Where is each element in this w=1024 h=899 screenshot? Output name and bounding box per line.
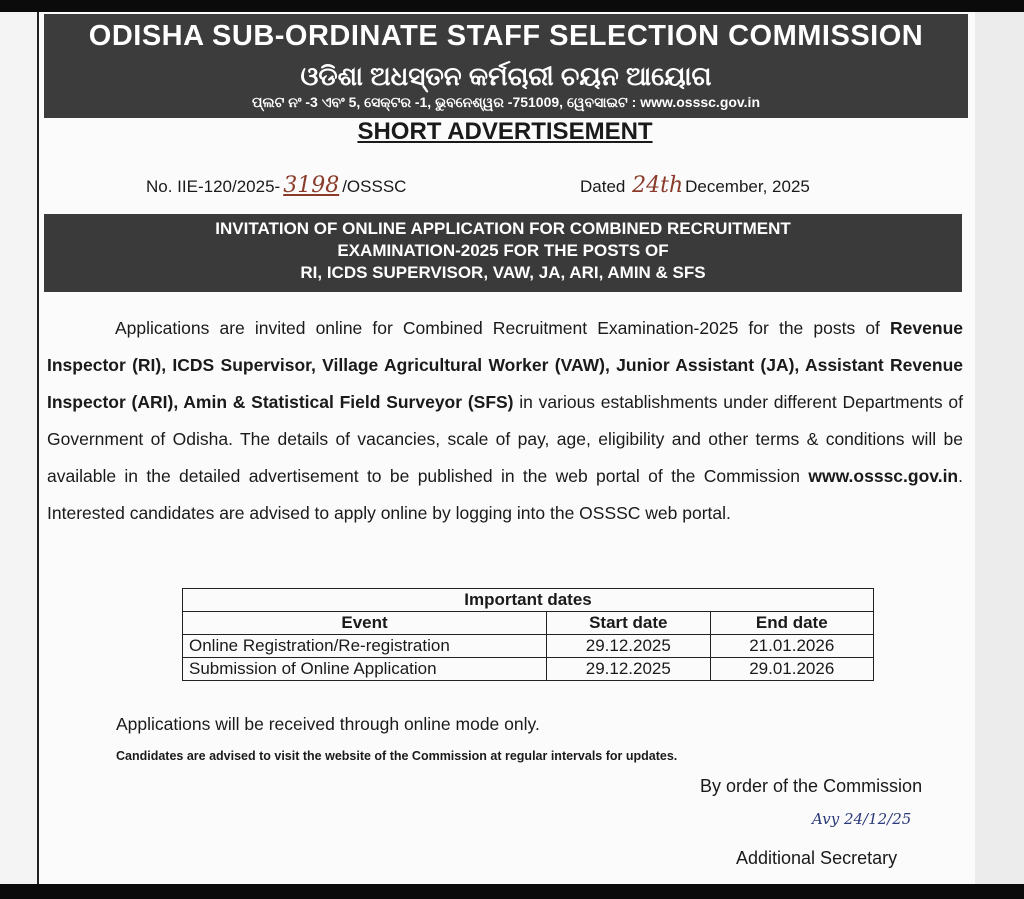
handwritten-reference-number: 3198 [283,173,340,198]
event-cell: Submission of Online Application [183,658,547,681]
dated-label: Dated [580,177,626,196]
invitation-banner [44,214,962,292]
invitation-line-3: RI, ICDS SUPERVISOR, VAW, JA, ARI, AMIN & SFS [300,263,706,282]
document-heading: SHORT ADVERTISEMENT [357,118,653,145]
handwritten-day: 24th [632,173,684,198]
by-order-line: By order of the Commission [700,776,923,796]
body-part-3: . Interested candidates are advised to apply online by logging into the OSSSC web portal. [47,466,963,523]
issue-date [580,173,810,198]
signature: Avy 24/12/25 [812,810,912,828]
table-row [183,635,874,658]
date-rest: December, 2025 [685,177,810,196]
event-cell: Online Registration/Re-registration [183,635,547,658]
top-black-border [0,0,1024,12]
website-link[interactable]: www.osssc.gov.in [808,466,959,486]
start-date-cell: 29.12.2025 [547,658,710,681]
body-part-1: Applications are invited online for Combined Recruitment Examination-2025 for the posts of [115,318,891,338]
reference-number [146,173,406,198]
column-header-end-date: End date [710,612,873,635]
body-paragraph [47,310,963,532]
start-date-cell: 29.12.2025 [547,635,710,658]
website-advice-note: Candidates are advised to visit the website of the Commission at regular intervals for updates. [116,749,678,763]
body-part-2: in various establishments under different Departments of Government of Odisha. The details of vacancies, scale of pay, age, eligibility and other terms & conditions will be available in the detailed advertisement to be published in the web portal of the Commission [47,392,963,486]
important-dates-table [182,588,874,681]
table-caption: Important dates [183,589,874,612]
commission-title: ODISHA SUB-ORDINATE STAFF SELECTION COMMISSION [88,20,924,52]
signatory-designation: Additional Secretary [736,848,898,868]
commission-title-odia: ଓଡିଶା ଅଧସ୍ତନ କର୍ମଚାରୀ ଚୟନ ଆୟୋଗ [300,61,712,91]
reference-prefix: No. IIE-120/2025- [146,177,281,196]
table-header-row [183,612,874,635]
column-header-start-date: Start date [547,612,710,635]
commission-address: ପ୍ଲଟ ନଂ -3 ଏବଂ 5, ସେକ୍ଟର -1, ଭୁବନେଶ୍ୱର -751009, ୱେବସାଇଟ : www.osssc.gov.in [252,94,760,110]
reference-suffix: /OSSSC [342,177,407,196]
advertisement-body [47,310,963,532]
invitation-line-1: INVITATION OF ONLINE APPLICATION FOR COMBINED RECRUITMENT [215,219,791,238]
bottom-black-border [0,884,1024,899]
invitation-line-2: EXAMINATION-2025 FOR THE POSTS OF [337,241,669,260]
letterhead-band [44,14,968,118]
column-header-event: Event [183,612,547,635]
posts-list: Revenue Inspector (RI), ICDS Supervisor, Village Agricultural Worker (VAW), Junior Assistant (JA), Assistant Revenue Inspector (ARI), Amin & Statistical Field Surveyor (SFS) [47,318,963,412]
end-date-cell: 29.01.2026 [710,658,873,681]
end-date-cell: 21.01.2026 [710,635,873,658]
online-mode-note: Applications will be received through online mode only. [116,714,540,734]
table-row [183,658,874,681]
